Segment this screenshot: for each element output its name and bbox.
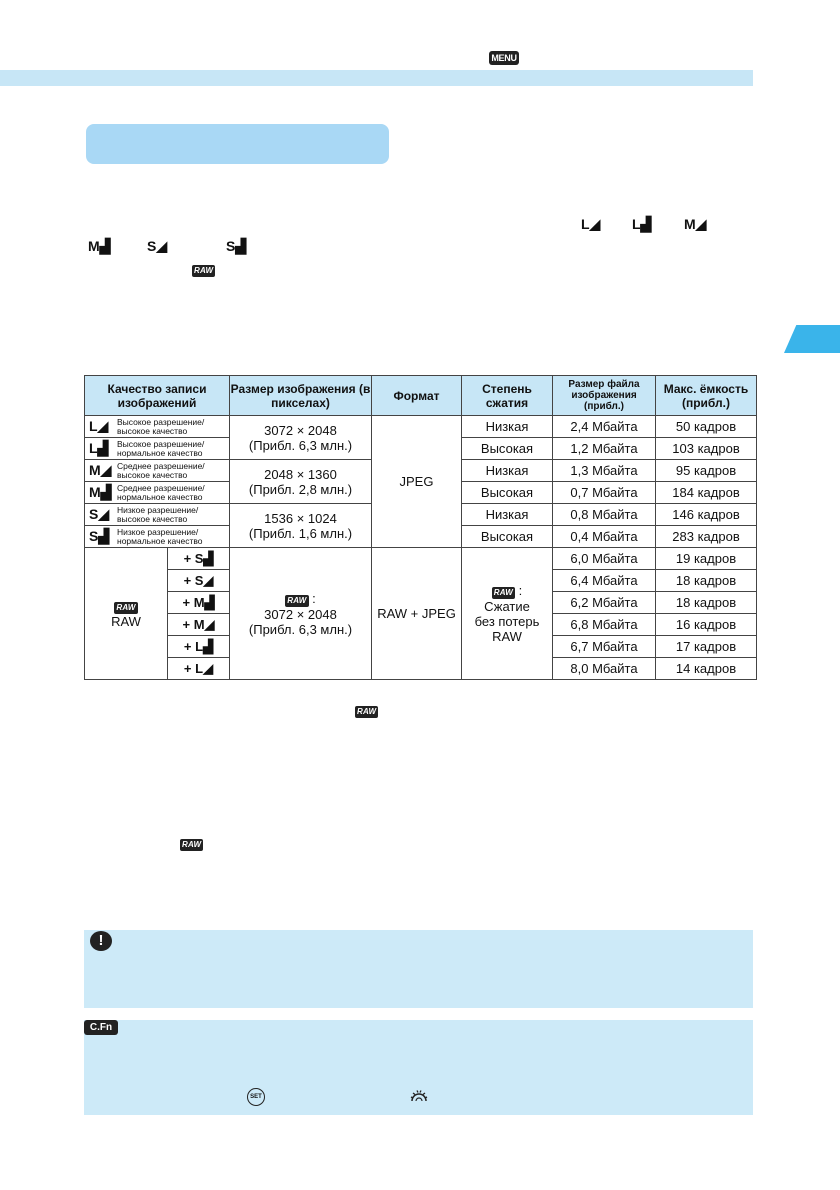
raw-size-cell: RAW : 3072 × 2048 (Прибл. 6,3 млн.) bbox=[230, 548, 372, 680]
raw-compression-cell: RAW : Сжатие без потерь RAW bbox=[462, 548, 553, 680]
quality-l-normal-icon: L▟ bbox=[632, 216, 652, 232]
quality-l-fine-icon: L◢ bbox=[581, 216, 601, 232]
file-size-cell: 6,0 Мбайта bbox=[553, 548, 656, 570]
size-cell: 1536 × 1024 (Прибл. 1,6 млн.) bbox=[230, 504, 372, 548]
quality-cell: M◢ Среднее разрешение/ высокое качество bbox=[85, 460, 230, 482]
compression-cell: Высокая bbox=[462, 526, 553, 548]
compression-cell: Высокая bbox=[462, 438, 553, 460]
quality-cell: S▟ Низкое разрешение/ нормальное качество bbox=[85, 526, 230, 548]
quality-cell: M▟ Среднее разрешение/ нормальное качество bbox=[85, 482, 230, 504]
raw-combo-cell: + S◢ bbox=[168, 570, 230, 592]
custom-function-box bbox=[84, 1020, 753, 1115]
quality-m-fine-icon: M◢ bbox=[684, 216, 707, 232]
quality-cell: S◢ Низкое разрешение/ высокое качество bbox=[85, 504, 230, 526]
menu-icon: MENU bbox=[489, 51, 519, 65]
file-size-cell: 0,4 Мбайта bbox=[553, 526, 656, 548]
file-size-cell: 6,8 Мбайта bbox=[553, 614, 656, 636]
raw-combo-cell: + L▟ bbox=[168, 636, 230, 658]
raw-quality-cell: RAW RAW bbox=[85, 548, 168, 680]
capacity-cell: 283 кадров bbox=[656, 526, 757, 548]
quality-cell: L◢ Высокое разрешение/ высокое качество bbox=[85, 416, 230, 438]
file-size-cell: 0,8 Мбайта bbox=[553, 504, 656, 526]
capacity-cell: 17 кадров bbox=[656, 636, 757, 658]
quality-cell: L▟ Высокое разрешение/ нормальное качество bbox=[85, 438, 230, 460]
raw-icon: RAW bbox=[116, 603, 136, 612]
format-cell: JPEG bbox=[372, 416, 462, 548]
quality-s-normal-icon: S▟ bbox=[226, 238, 247, 254]
raw-combo-cell: + M▟ bbox=[168, 592, 230, 614]
caution-box bbox=[84, 930, 753, 1008]
raw-combo-cell: + L◢ bbox=[168, 658, 230, 680]
raw-icon: RAW bbox=[182, 840, 202, 849]
raw-icon: RAW bbox=[357, 707, 377, 716]
capacity-cell: 14 кадров bbox=[656, 658, 757, 680]
size-cell: 2048 × 1360 (Прибл. 2,8 млн.) bbox=[230, 460, 372, 504]
capacity-cell: 50 кадров bbox=[656, 416, 757, 438]
caution-icon: ! bbox=[90, 931, 112, 951]
file-size-cell: 1,3 Мбайта bbox=[553, 460, 656, 482]
size-cell: 3072 × 2048 (Прибл. 6,3 млн.) bbox=[230, 416, 372, 460]
capacity-cell: 103 кадров bbox=[656, 438, 757, 460]
capacity-cell: 184 кадров bbox=[656, 482, 757, 504]
file-size-cell: 8,0 Мбайта bbox=[553, 658, 656, 680]
header-compression: Степень сжатия bbox=[462, 376, 553, 416]
capacity-cell: 95 кадров bbox=[656, 460, 757, 482]
file-size-cell: 6,2 Мбайта bbox=[553, 592, 656, 614]
compression-cell: Высокая bbox=[462, 482, 553, 504]
chapter-tab bbox=[784, 325, 840, 353]
capacity-cell: 19 кадров bbox=[656, 548, 757, 570]
header-size: Размер изображения (в пикселах) bbox=[230, 376, 372, 416]
file-size-cell: 6,7 Мбайта bbox=[553, 636, 656, 658]
raw-combo-cell: + S▟ bbox=[168, 548, 230, 570]
capacity-cell: 18 кадров bbox=[656, 570, 757, 592]
raw-format-cell: RAW + JPEG bbox=[372, 548, 462, 680]
header-capacity: Макс. ёмкость (прибл.) bbox=[656, 376, 757, 416]
header-quality: Качество записи изображений bbox=[85, 376, 230, 416]
raw-icon: RAW bbox=[493, 588, 513, 597]
quality-s-fine-icon: S◢ bbox=[147, 238, 168, 254]
cfn-icon: C.Fn bbox=[84, 1020, 118, 1035]
file-size-cell: 1,2 Мбайта bbox=[553, 438, 656, 460]
quality-m-normal-icon: M▟ bbox=[88, 238, 111, 254]
section-title-pill bbox=[86, 124, 389, 164]
quality-table bbox=[84, 375, 757, 680]
raw-icon: RAW bbox=[194, 266, 214, 275]
compression-cell: Низкая bbox=[462, 416, 553, 438]
capacity-cell: 146 кадров bbox=[656, 504, 757, 526]
capacity-cell: 16 кадров bbox=[656, 614, 757, 636]
file-size-cell: 0,7 Мбайта bbox=[553, 482, 656, 504]
set-button-icon: SET bbox=[247, 1088, 265, 1106]
raw-combo-cell: + M◢ bbox=[168, 614, 230, 636]
capacity-cell: 18 кадров bbox=[656, 592, 757, 614]
file-size-cell: 6,4 Мбайта bbox=[553, 570, 656, 592]
compression-cell: Низкая bbox=[462, 460, 553, 482]
main-dial-icon bbox=[410, 1088, 428, 1102]
header-bar bbox=[0, 70, 753, 86]
file-size-cell: 2,4 Мбайта bbox=[553, 416, 656, 438]
header-format: Формат bbox=[372, 376, 462, 416]
compression-cell: Низкая bbox=[462, 504, 553, 526]
raw-icon: RAW bbox=[287, 595, 307, 605]
header-file-size: Размер файла изображения (прибл.) bbox=[553, 376, 656, 416]
